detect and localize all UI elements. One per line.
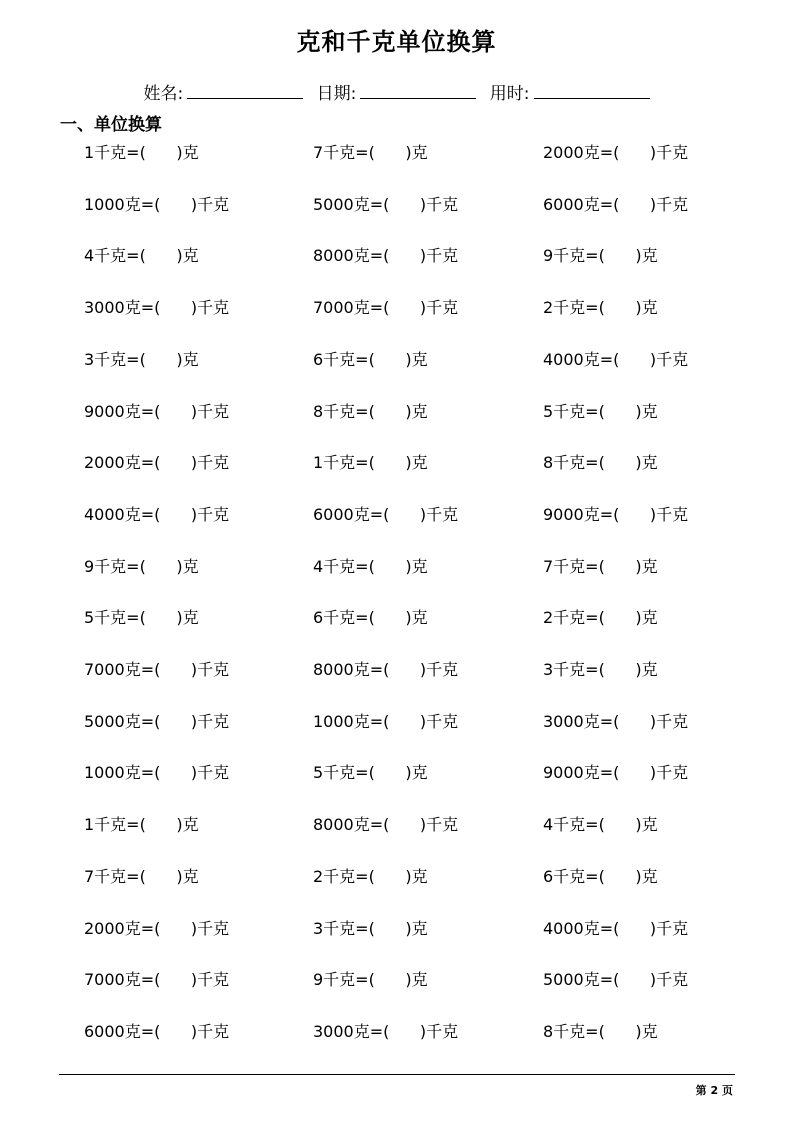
conversion-problem: 7千克=( )克 [543,556,658,576]
conversion-problem: 5000克=( )千克 [84,711,230,731]
problem-row [0,450,793,472]
conversion-problem: 6千克=( )克 [543,866,658,886]
problem-row [0,502,793,524]
conversion-problem: 5千克=( )克 [84,608,199,628]
conversion-problem: 8000克=( )千克 [313,815,459,835]
conversion-problem: 4千克=( )克 [313,556,428,576]
conversion-problem: 7千克=( )克 [313,143,428,162]
problem-row [0,864,793,886]
conversion-problem: 6千克=( )克 [313,349,428,369]
conversion-problem: 2000克=( )千克 [84,453,230,473]
problem-row [0,605,793,627]
page-number: 第 2 页 [695,1084,733,1097]
section-heading: 一、单位换算 [60,115,162,135]
problem-row [0,1019,793,1041]
conversion-problem: 1千克=( )克 [84,815,199,835]
conversion-problem: 7000克=( )千克 [84,660,230,679]
problem-row [0,760,793,782]
problem-row [0,399,793,421]
conversion-problem: 2千克=( )克 [313,866,428,886]
conversion-problem: 7千克=( )克 [84,866,199,886]
conversion-problem: 6000克=( )千克 [543,194,689,214]
problem-row [0,916,793,938]
conversion-problem: 9千克=( )克 [313,970,428,990]
problem-row [0,140,793,162]
conversion-problem: 1000克=( )千克 [84,763,230,783]
conversion-problem: 3千克=( )克 [313,918,428,938]
problem-row [0,967,793,989]
conversion-problem: 1千克=( )克 [313,453,428,473]
conversion-problem: 4000克=( )千克 [543,349,689,369]
conversion-problem: 4000克=( )千克 [84,504,230,524]
problem-row [0,812,793,834]
conversion-problem: 9千克=( )克 [84,556,199,576]
conversion-problem: 3000克=( )千克 [313,1021,459,1041]
conversion-problem: 5千克=( )克 [543,401,658,421]
problem-row [0,295,793,317]
conversion-problem: 3000克=( )千克 [84,298,230,318]
conversion-problem: 9000克=( )千克 [543,763,689,783]
conversion-problem: 5000克=( )千克 [543,970,689,990]
conversion-problem: 9000克=( )千克 [543,504,689,524]
conversion-problem: 7000克=( )千克 [84,970,230,990]
conversion-problem: 8000克=( )千克 [313,246,459,266]
problem-row [0,657,793,679]
conversion-problem: 2千克=( )克 [543,298,658,318]
conversion-problem: 5000克=( )千克 [313,194,459,214]
problem-row [0,243,793,265]
conversion-problem: 2000克=( )千克 [84,918,230,938]
conversion-problem: 4千克=( )克 [543,815,658,835]
conversion-problem: 3千克=( )克 [84,349,199,369]
problem-row [0,192,793,214]
name-label: 姓名: [143,84,184,104]
conversion-problem: 8千克=( )克 [543,1021,658,1041]
conversion-problem: 1000克=( )千克 [84,194,230,214]
problem-row [0,554,793,576]
conversion-problem: 6千克=( )克 [313,608,428,628]
conversion-problem: 4千克=( )克 [84,246,199,266]
conversion-problem: 8千克=( )克 [313,401,428,421]
conversion-problem: 2000克=( )千克 [543,143,689,162]
conversion-problem: 3000克=( )千克 [543,711,689,731]
conversion-problem: 8千克=( )克 [543,453,658,473]
problem-row [0,347,793,369]
conversion-problem: 9000克=( )千克 [84,401,230,421]
conversion-problem: 1千克=( )克 [84,143,199,162]
conversion-problem: 5千克=( )克 [313,763,428,783]
conversion-problem: 9千克=( )克 [543,246,658,266]
conversion-problem: 6000克=( )千克 [84,1021,230,1041]
conversion-problem: 4000克=( )千克 [543,918,689,938]
problem-row [0,709,793,731]
conversion-problem: 1000克=( )千克 [313,711,459,731]
footer-divider [59,1074,735,1075]
time-label: 用时: [489,84,530,104]
date-label: 日期: [316,84,357,104]
conversion-problem: 7000克=( )千克 [313,298,459,318]
conversion-problem: 8000克=( )千克 [313,660,459,679]
conversion-problem: 6000克=( )千克 [313,504,459,524]
conversion-problem: 2千克=( )克 [543,608,658,628]
conversion-problem: 3千克=( )克 [543,660,658,679]
page-title: 克和千克单位换算 [296,28,497,56]
